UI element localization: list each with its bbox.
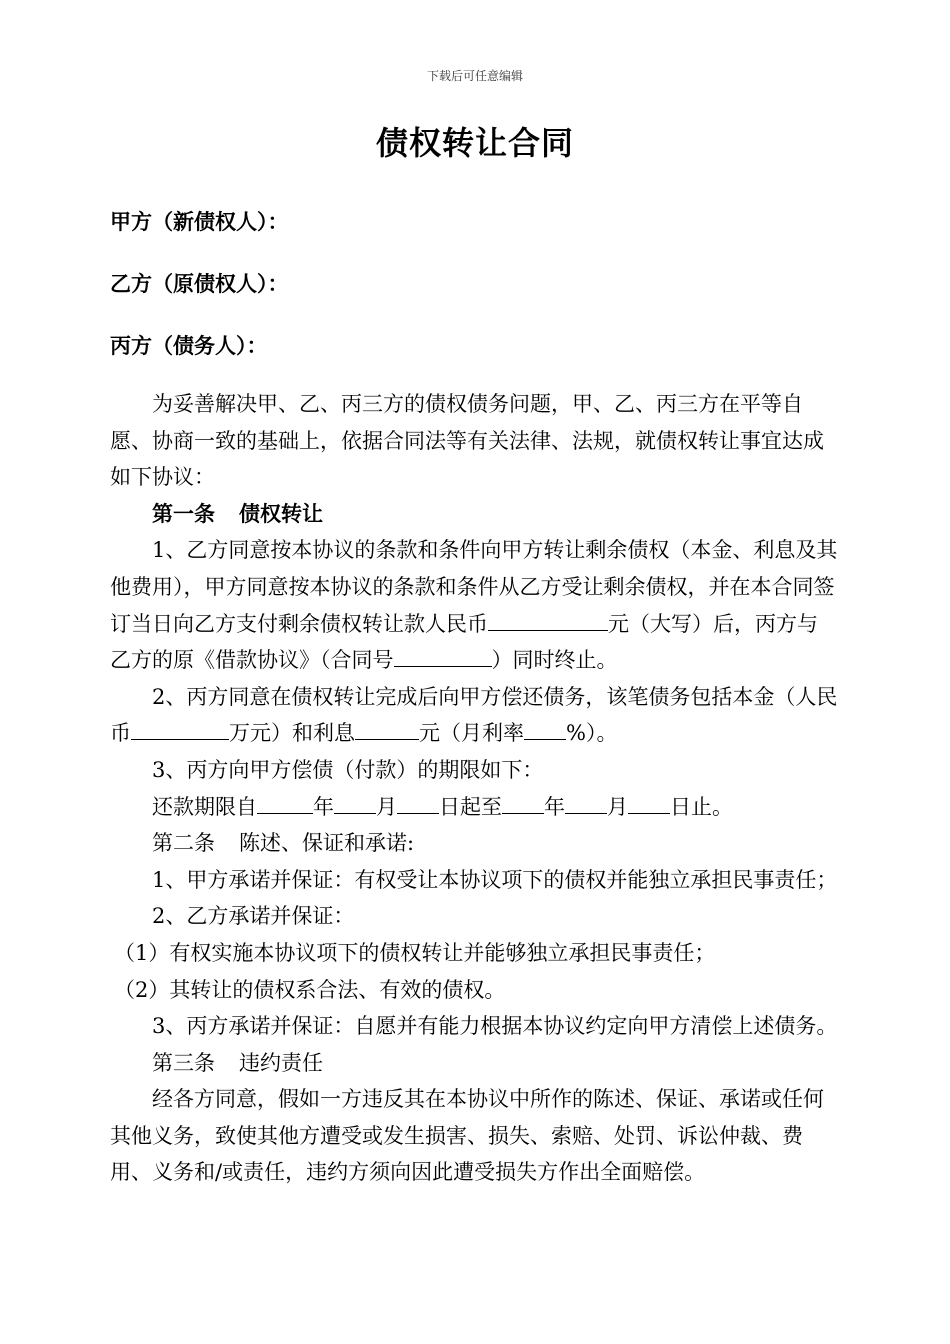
term-month-label: 月 xyxy=(376,794,397,819)
start-day-blank[interactable] xyxy=(397,793,439,814)
article2-clause2-item1: （1）有权实施本协议项下的债权转让并能够独立承担民事责任； xyxy=(114,940,716,965)
article1-title: 债权转让 xyxy=(239,501,323,526)
article3-heading xyxy=(110,1045,838,1082)
party-a-label: 甲方（新债权人）： xyxy=(110,210,289,234)
article1-clause1 xyxy=(110,532,838,678)
end-year-blank[interactable] xyxy=(502,793,544,814)
amount-blank[interactable] xyxy=(488,610,608,631)
preamble: 为妥善解决甲、乙、丙三方的债权债务问题，甲、乙、丙三方在平等自愿、协商一致的基础上，依据合同法等有关法律、法规，就债权转让事宜达成如下协议： xyxy=(110,392,824,490)
principal-blank[interactable] xyxy=(131,719,229,740)
party-b-label: 乙方（原债权人）： xyxy=(110,272,289,296)
monthly-rate-blank[interactable] xyxy=(524,719,566,740)
term-text-from: 还款期限自 xyxy=(152,794,257,819)
article1-clause2-text-b: 万元）和利息 xyxy=(229,721,355,746)
article1-clause2-text-d: %）。 xyxy=(566,721,618,746)
article3-clause1: 经各方同意，假如一方违反其在本协议中所作的陈述、保证、承诺或任何其他义务，致使其他方遭受或发生损害、损失、索赔、处罚、诉讼仲裁、费用、义务和/或责任，违约方须向因此遭受损失方作出全面赔偿。 xyxy=(110,1087,824,1185)
term-day-to-label: 日止。 xyxy=(670,794,733,819)
term-day-from-label: 日起至 xyxy=(439,794,502,819)
repayment-term xyxy=(110,789,838,826)
start-month-blank[interactable] xyxy=(334,793,376,814)
start-year-blank[interactable] xyxy=(257,793,313,814)
article1-number: 第一条 xyxy=(152,501,215,526)
interest-blank[interactable] xyxy=(355,719,419,740)
contract-number-blank[interactable] xyxy=(394,646,492,667)
article2-clause2-item2: （2）其转让的债权系合法、有效的债权。 xyxy=(114,977,506,1002)
article1-clause2-text-a: 2、丙方同意在债权转让完成后向甲方偿还债务，该笔债务包括本金（人民币 xyxy=(110,684,838,746)
end-month-blank[interactable] xyxy=(565,793,607,814)
article2-heading xyxy=(110,825,838,862)
article2-title: 陈述、保证和承诺: xyxy=(239,831,415,856)
term-year-label: 年 xyxy=(313,794,334,819)
article1-clause2 xyxy=(110,679,838,752)
article1-clause3: 3、丙方向甲方偿债（付款）的期限如下： xyxy=(152,757,544,782)
document-title: 债权转让合同 xyxy=(375,124,574,162)
party-c-label: 丙方（债务人）： xyxy=(110,334,268,358)
article2-clause1: 1、甲方承诺并保证：有权受让本协议项下的债权并能独立承担民事责任； xyxy=(152,867,838,892)
article3-number: 第三条 xyxy=(152,1050,215,1075)
article1-clause2-text-c: 元（月利率 xyxy=(419,721,524,746)
article3-title: 违约责任 xyxy=(239,1050,323,1075)
article2-clause3: 3、丙方承诺并保证：自愿并有能力根据本协议约定向甲方清偿上述债务。 xyxy=(152,1014,838,1039)
article1-heading xyxy=(110,496,838,533)
term-end-month-label: 月 xyxy=(607,794,628,819)
article1-clause1-text-b: 元（大写）后，丙方与乙方的原《借款协议》（合同号 xyxy=(110,611,818,673)
end-day-blank[interactable] xyxy=(628,793,670,814)
term-end-year-label: 年 xyxy=(544,794,565,819)
header-note: 下载后可任意编辑 xyxy=(426,69,523,83)
article2-number: 第二条 xyxy=(152,831,215,856)
article1-clause1-text-c: ）同时终止。 xyxy=(491,648,618,673)
article2-clause2: 2、乙方承诺并保证： xyxy=(152,904,355,929)
contract-body xyxy=(110,386,838,1191)
article1-clause1-text-a: 1、乙方同意按本协议的条款和条件向甲方转让剩余债权（本金、利息及其他费用），甲方同意按本协议的条款和条件从乙方受让剩余债权，并在本合同签订当日向乙方支付剩余债权转让款人民币 xyxy=(110,538,838,636)
